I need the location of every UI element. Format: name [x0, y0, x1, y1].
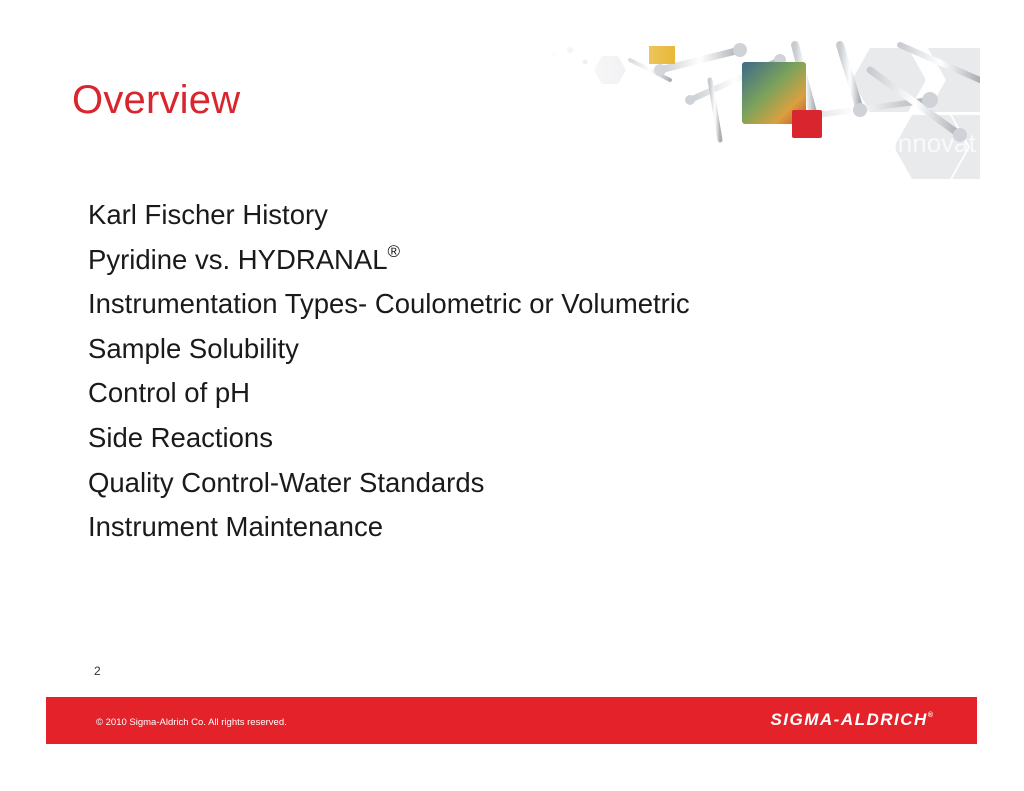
brand-name: SIGMA-ALDRICH: [770, 710, 928, 729]
agenda-item-quality-control: [88, 461, 690, 506]
agenda-item-sample-solubility: [88, 327, 690, 372]
agenda-list: [88, 193, 690, 550]
agenda-item-text: Karl Fischer History: [88, 199, 328, 230]
agenda-item-text: Instrument Maintenance: [88, 511, 384, 543]
page-title: Overview: [72, 78, 241, 122]
agenda-item-text: Quality Control-Water Standards: [88, 466, 485, 498]
agenda-item-side-reactions: [88, 416, 690, 461]
agenda-item-instrument-maintenance: [88, 505, 690, 550]
agenda-item-text: Pyridine vs. HYDRANAL: [88, 243, 388, 275]
agenda-item-karl-fischer-history: [88, 193, 690, 238]
page-number: 2: [94, 664, 101, 678]
footer-bar: [46, 697, 977, 744]
left-fade-overlay: [540, 40, 980, 190]
brand-registered-mark: ®: [927, 712, 933, 719]
molecule-illustration: [540, 40, 980, 190]
registered-mark: ®: [387, 241, 401, 261]
agenda-item-text: Sample Solubility: [88, 332, 299, 364]
copyright-text: © 2010 Sigma-Aldrich Co. All rights reserved.: [96, 717, 287, 728]
agenda-item-text: Side Reactions: [88, 421, 273, 453]
agenda-item-control-of-ph: [88, 371, 690, 416]
agenda-item-pyridine-vs-hydranal: [88, 238, 690, 283]
agenda-item-instrumentation-types: [88, 282, 690, 327]
agenda-item-text: Control of pH: [88, 377, 251, 409]
molecule-header-graphic: [540, 40, 980, 190]
brand-logo: [770, 710, 933, 730]
agenda-item-text: Instrumentation Types- Coulometric or Volumetric: [88, 288, 690, 320]
